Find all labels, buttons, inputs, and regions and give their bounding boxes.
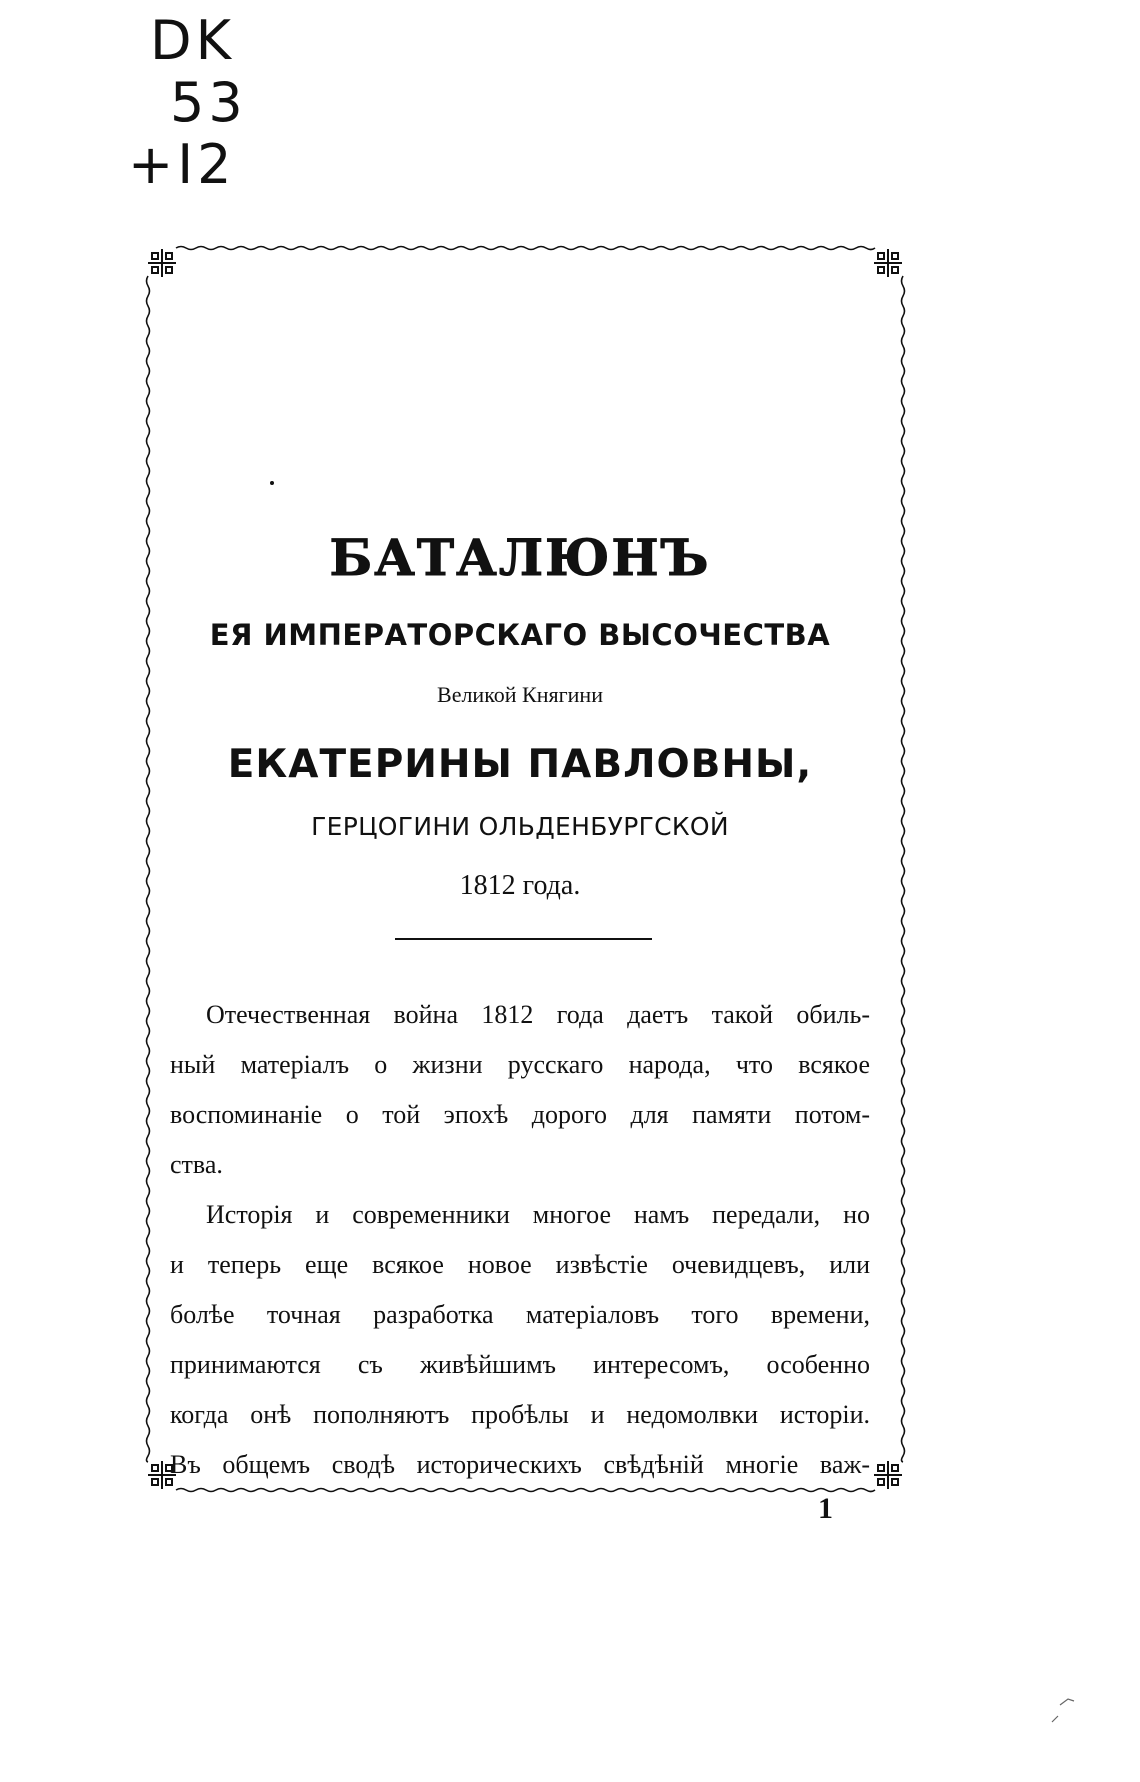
call-number-line-1: DK (150, 9, 235, 72)
call-number-line-3: +I2 (128, 133, 236, 196)
divider-rule (395, 938, 652, 940)
pencil-mark (1052, 1699, 1074, 1722)
speck-mark (270, 481, 274, 485)
body-text (170, 990, 870, 1490)
text-line: когда онѣ пополняютъ пробѣлы и недомолвки исторіи. (170, 1400, 870, 1429)
corner-ornament-top-left (148, 249, 176, 277)
text-line: воспоминаніе о той эпохѣ дорого для памяти потом- (170, 1100, 870, 1129)
text-line: ный матеріалъ о жизни русскаго народа, что всякое (170, 1050, 870, 1079)
corner-ornament-top-right (874, 249, 902, 277)
text-line: Исторія и современники многое намъ передали, но (206, 1200, 870, 1229)
page-number: 1 (818, 1492, 833, 1525)
title-line-2: ЕЯ ИМПЕРАТОРСКАГО ВЫСОЧЕСТВА (209, 618, 831, 652)
border-top (176, 247, 875, 250)
text-line: Отечественная война 1812 года даетъ такой обиль- (206, 1000, 870, 1029)
title-line-3: Великой Княгини (437, 682, 603, 707)
text-line: и теперь еще всякое новое извѣстіе очевидцевъ, или (170, 1250, 870, 1279)
text-line: принимаются съ живѣйшимъ интересомъ, особенно (170, 1350, 870, 1379)
paragraph-1 (170, 990, 870, 1190)
border-left (147, 276, 150, 1462)
paragraph-2 (170, 1190, 870, 1490)
text-line: Въ общемъ сводѣ историческихъ свѣдѣній многіе важ- (170, 1450, 870, 1479)
border-right (902, 276, 905, 1462)
title-line-5: ГЕРЦОГИНИ ОЛЬДЕНБУРГСКОЙ (311, 812, 729, 841)
call-number-line-2: 53 (170, 71, 247, 134)
title-main: БАТАЛЮНЪ (329, 528, 711, 587)
title-year: 1812 года. (459, 870, 581, 901)
text-line: ства. (170, 1150, 223, 1179)
corner-ornament-bottom-right (874, 1461, 902, 1489)
title-line-4: ЕКАТЕРИНЫ ПАВЛОВНЫ, (227, 742, 813, 787)
text-line: болѣе точная разработка матеріаловъ того времени, (170, 1300, 870, 1329)
